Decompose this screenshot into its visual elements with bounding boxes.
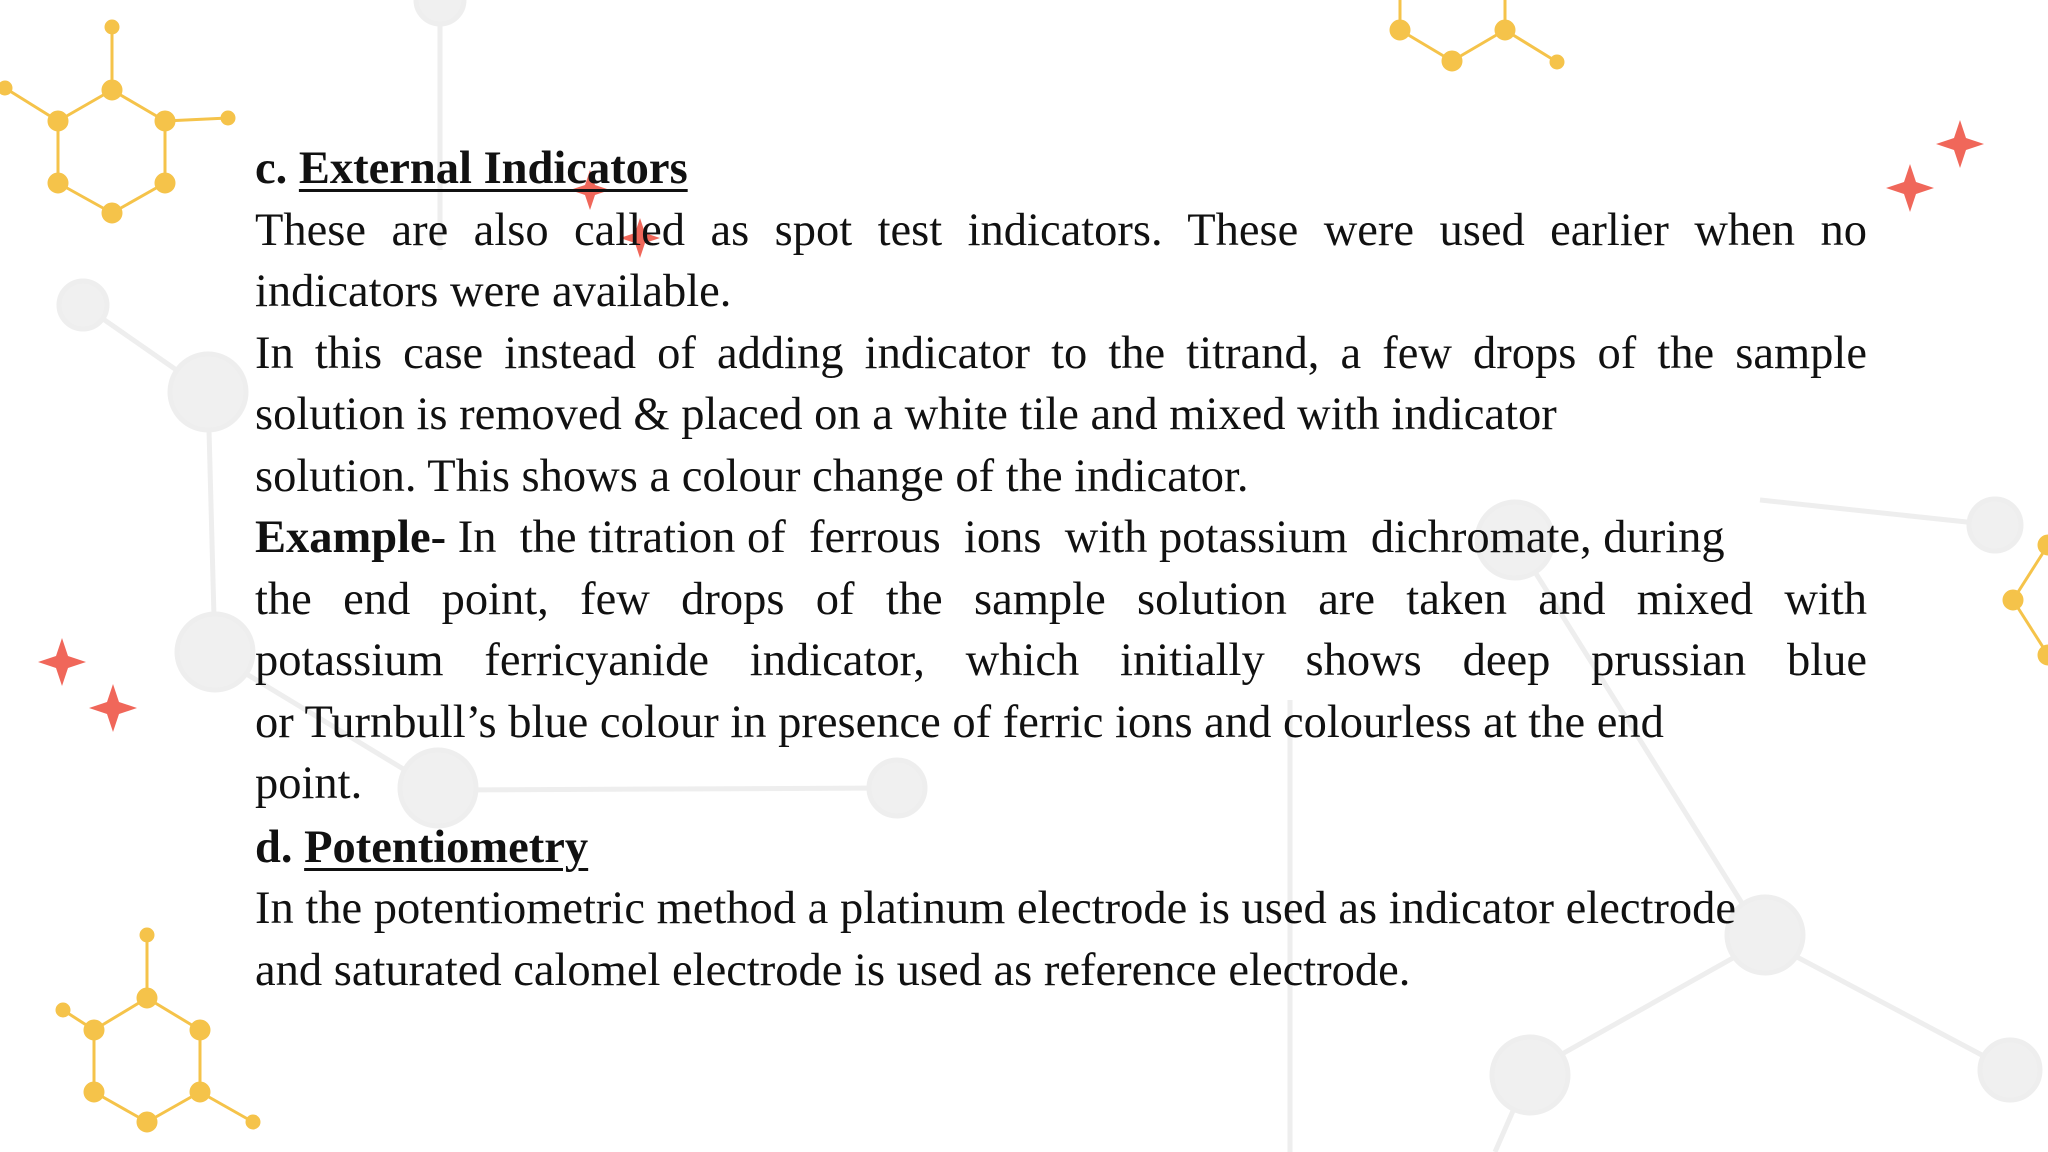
paragraph-line: solution is removed & placed on a white tile and mixed with indicator (255, 389, 1557, 440)
paragraph-line: and saturated calomel electrode is used as reference electrode. (255, 944, 1411, 996)
heading-prefix: c. (255, 143, 299, 194)
molecule-top-right-decoration (1391, 0, 1563, 70)
example-label: Example- (255, 512, 447, 563)
heading-prefix: d. (255, 821, 305, 873)
slide-text-body (255, 138, 1895, 1001)
example-line: or Turnbull’s blue colour in presence of ferric ions and colourless at the end (255, 696, 1664, 748)
heading-external-indicators (255, 138, 1895, 200)
molecule-bottom-left-decoration (57, 929, 259, 1131)
molecule-right-edge-decoration (2004, 536, 2048, 664)
example-line: potassium ferricyanide indicator, which initially shows deep prussian blue (255, 635, 1867, 686)
paragraph-line: In the potentiometric method a platinum electrode is used as indicator electrode (255, 883, 1737, 934)
example-line: the end point, few drops of the sample solution are taken and mixed with (255, 573, 1867, 625)
example-line-text: In the titration of ferrous ions with potassium dichromate, during (446, 512, 1725, 563)
example-first-line (255, 507, 1895, 569)
heading-title: External Indicators (298, 143, 688, 194)
paragraph-line: solution. This shows a colour change of the indicator. (255, 450, 1249, 502)
sparkle-icon (38, 638, 86, 686)
heading-title: Potentiometry (304, 821, 589, 873)
example-line: point. (255, 758, 363, 809)
sparkle-icon (89, 684, 137, 732)
molecule-top-left-decoration (0, 21, 234, 222)
paragraph-line: indicators were available. (255, 266, 732, 317)
paragraph-line: These are also called as spot test indicators. These were used earlier when no (255, 204, 1867, 256)
paragraph-line: In this case instead of adding indicator to the titrand, a few drops of the sample (255, 327, 1867, 379)
sparkle-icon (1936, 120, 1984, 168)
heading-potentiometry (255, 817, 1895, 879)
